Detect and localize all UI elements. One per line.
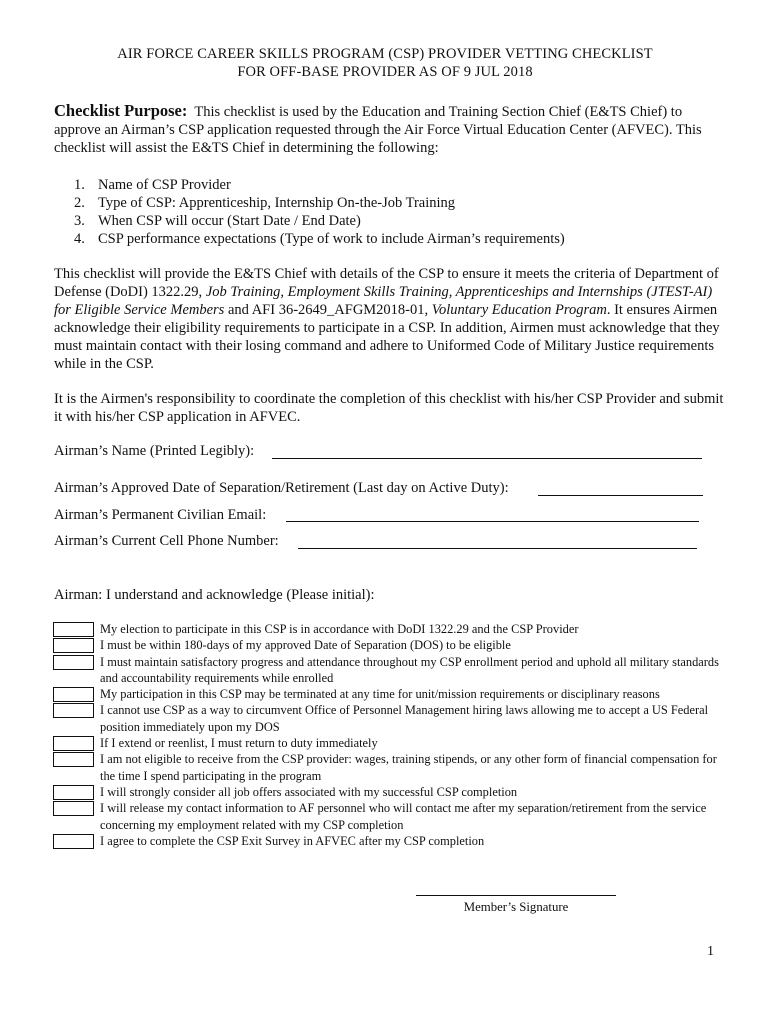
list-item: I am not eligible to receive from the CSP provider: wages, training stipends, or any other form of financial compensation for the time I spend participating in the program [53, 751, 721, 784]
list-item: I will release my contact information to AF personnel who will contact me after my separation/retirement from the service concerning my employment related with my CSP completion [53, 800, 721, 833]
responsibility-paragraph: It is the Airmen's responsibility to coordinate the completion of this checklist with his/her CSP Provider and submit it with his/her CSP application in AFVEC. [54, 391, 724, 425]
airman-name-label: Airman’s Name (Printed Legibly): [54, 443, 255, 459]
initial-box[interactable] [53, 752, 94, 767]
list-item: I must be within 180-days of my approved Date of Separation (DOS) to be eligible [53, 637, 721, 653]
initial-box[interactable] [53, 622, 94, 637]
separation-date-label: Airman’s Approved Date of Separation/Retirement (Last day on Active Duty): [54, 480, 509, 496]
list-item: 2. Type of CSP: Apprenticeship, Internship On-the-Job Training [74, 195, 456, 211]
list-item: I will strongly consider all job offers associated with my successful CSP completion [53, 784, 721, 800]
initial-box[interactable] [53, 655, 94, 670]
initial-box[interactable] [53, 801, 94, 816]
initial-box[interactable] [53, 703, 94, 718]
purpose-label: Checklist Purpose: [54, 101, 188, 120]
list-item: My election to participate in this CSP is in accordance with DoDI 1322.29 and the CSP Provider [53, 621, 721, 637]
list-item: I must maintain satisfactory progress and attendance throughout my CSP enrollment period and uphold all military standards and accountability requirements while enrolled [53, 654, 721, 687]
initial-box[interactable] [53, 834, 94, 849]
dodi-title: Job Training, Employment Skills Training, Apprenticeships and Internships (JTEST-AI) for Eligible Service Members [54, 284, 713, 318]
phone-field[interactable] [298, 548, 697, 549]
list-item: I cannot use CSP as a way to circumvent Office of Personnel Management hiring laws allowing me to accept a US Federal position immediately upon my DOS [53, 702, 721, 735]
document-title-line2: FOR OFF-BASE PROVIDER AS OF 9 JUL 2018 [237, 64, 533, 80]
initial-box[interactable] [53, 687, 94, 702]
initial-box[interactable] [53, 638, 94, 653]
airman-name-field[interactable] [272, 458, 702, 459]
list-item: I agree to complete the CSP Exit Survey in AFVEC after my CSP completion [53, 833, 721, 849]
determination-list [74, 176, 565, 248]
initial-box[interactable] [53, 736, 94, 751]
document-title-line1: AIR FORCE CAREER SKILLS PROGRAM (CSP) PROVIDER VETTING CHECKLIST [117, 46, 653, 62]
email-field[interactable] [286, 521, 699, 522]
signature-label: Member’s Signature [463, 900, 569, 914]
initial-box[interactable] [53, 785, 94, 800]
purpose-text: This checklist is used by the Education and Training Section Chief (E&TS Chief) to approve an Airman’s CSP application requested through the Air Force Virtual Education Center (AFVEC). This checklist will assist the E&TS Chief in determining the following: [54, 104, 702, 156]
email-label: Airman’s Permanent Civilian Email: [54, 507, 267, 523]
page-number: 1 [707, 944, 714, 959]
checklist-purpose [54, 102, 726, 157]
acknowledgement-list [53, 621, 721, 849]
signature-line[interactable] [416, 895, 616, 896]
separation-date-field[interactable] [538, 495, 703, 496]
details-paragraph: This checklist will provide the E&TS Chief with details of the CSP to ensure it meets the criteria of Department of Defense (DoDI) 1322.29, Job Training, Employment Skills Training, Apprenticeships and Internships (JTEST-AI) for Eligible Service Members and AFI 36-2649_AFGM2018-01, Voluntary Education Program. It ensures Airmen acknowledge their eligibility requirements to participate in a CSP. In addition, Airmen must acknowledge that they must maintain contact with their losing command and adhere to Uniformed Code of Military Justice requirements while in the CSP. [54, 266, 720, 372]
afi-title: Voluntary Education Program [431, 302, 607, 318]
list-item: 3. When CSP will occur (Start Date / End Date) [74, 213, 361, 229]
list-item: If I extend or reenlist, I must return to duty immediately [53, 735, 721, 751]
list-item: My participation in this CSP may be terminated at any time for unit/mission requirements or disciplinary reasons [53, 686, 721, 702]
list-item: 4. CSP performance expectations (Type of work to include Airman’s requirements) [74, 231, 565, 247]
acknowledge-heading: Airman: I understand and acknowledge (Please initial): [54, 587, 375, 603]
list-item: 1. Name of CSP Provider [74, 177, 231, 193]
phone-label: Airman’s Current Cell Phone Number: [54, 533, 279, 549]
